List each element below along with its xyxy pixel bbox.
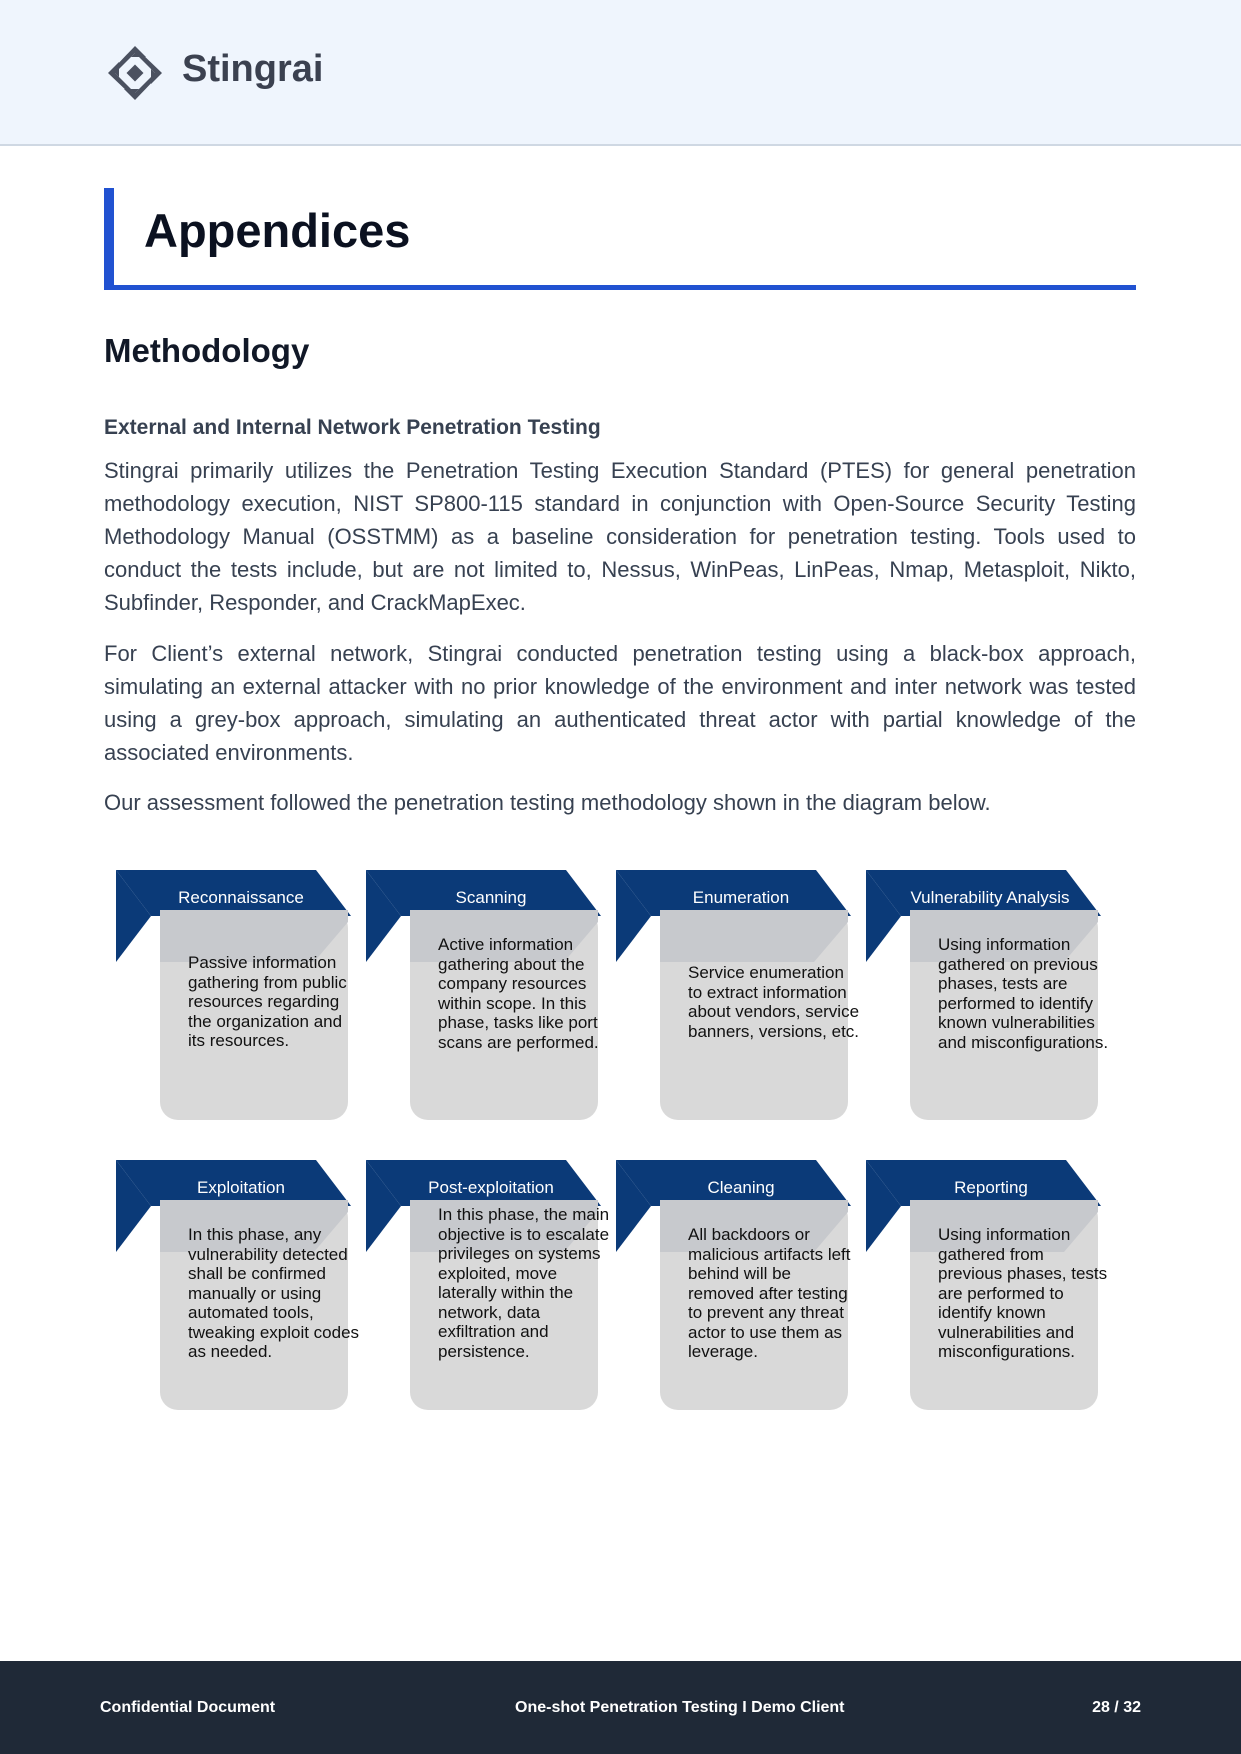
page-header (0, 0, 1241, 146)
phase-title: Reconnaissance (178, 888, 304, 907)
footer-document-title: One-shot Penetration Testing I Demo Client (515, 1699, 845, 1716)
paragraph: Our assessment followed the penetration testing methodology shown in the diagram below. (104, 790, 991, 815)
section-title: Methodology (104, 332, 310, 369)
phase-title: Reporting (954, 1178, 1028, 1197)
phase-description: Passive information gathering from public resources regarding the organization and its resources. (188, 953, 347, 1050)
footer-confidential: Confidential Document (100, 1699, 276, 1716)
phase-description: Service enumeration to extract information about vendors, service banners, versions, etc. (688, 963, 860, 1041)
phase-description: Using information gathered on previous phases, tests are performed to identify known vulnerabilities and misconfigurations. (938, 935, 1109, 1052)
phase-card-cleaning (616, 1160, 866, 1420)
phase-title: Vulnerability Analysis (910, 888, 1070, 907)
paragraph: Stingrai primarily utilizes the Penetration Testing Execution Standard (PTES) for general penetration methodology execution, NIST SP800-115 standard in conjunction with Open-Source Security Testing Methodology Manual (OSSTMM) as a baseline consideration for penetration testing. Tools used to conduct the tests include, but are not limited to, Nessus, WinPeas, LinPeas, Nmap, Metasploit, Nikto, Subfinder, Responder, and CrackMapExec. (104, 458, 1136, 615)
phase-description: In this phase, the main objective is to escalate privileges on systems exploited, move laterally within the network, data exfiltration and persistence. (438, 1205, 610, 1361)
phase-title: Cleaning (707, 1178, 775, 1197)
phase-description: In this phase, any vulnerability detected shall be confirmed manually or using automated tools, tweaking exploit codes as needed. (188, 1225, 360, 1361)
page-title: Appendices (144, 204, 411, 257)
page-footer (0, 1661, 1241, 1754)
phase-card-reporting (866, 1160, 1116, 1420)
phase-card-reconnaissance (116, 870, 366, 1130)
phase-title: Scanning (455, 888, 527, 907)
methodology-diagram (104, 860, 1109, 1420)
phase-card-post-exploitation (366, 1160, 616, 1420)
footer-page-number: 28 / 32 (1092, 1699, 1141, 1716)
brand-name: Stingrai (182, 48, 324, 90)
phase-description: All backdoors or malicious artifacts left behind will be removed after testing to prevent any threat actor to use them as leverage. (688, 1225, 851, 1361)
phase-card-vulnerability-analysis (866, 870, 1116, 1130)
phase-card-enumeration (616, 870, 866, 1130)
phase-title: Post-exploitation (428, 1178, 554, 1197)
phase-card-scanning (366, 870, 616, 1130)
phase-description: Using information gathered from previous phases, tests are performed to identify known vulnerabilities and misconfigurations. (938, 1225, 1108, 1361)
phase-description: Active information gathering about the company resources within scope. In this phase, tasks like port scans are performed. (438, 935, 599, 1052)
diamond-logo-icon (106, 44, 164, 102)
phase-title: Exploitation (197, 1178, 285, 1197)
paragraph: For Client’s external network, Stingrai conducted penetration testing using a black-box approach, simulating an external attacker with no prior knowledge of the environment and inter network was tested using a grey-box approach, simulating an authenticated threat actor with partial knowledge of the associated environments. (104, 641, 1136, 765)
phase-card-exploitation (116, 1160, 366, 1420)
phase-title: Enumeration (692, 888, 790, 907)
subsection-title: External and Internal Network Penetration Testing (104, 416, 601, 439)
